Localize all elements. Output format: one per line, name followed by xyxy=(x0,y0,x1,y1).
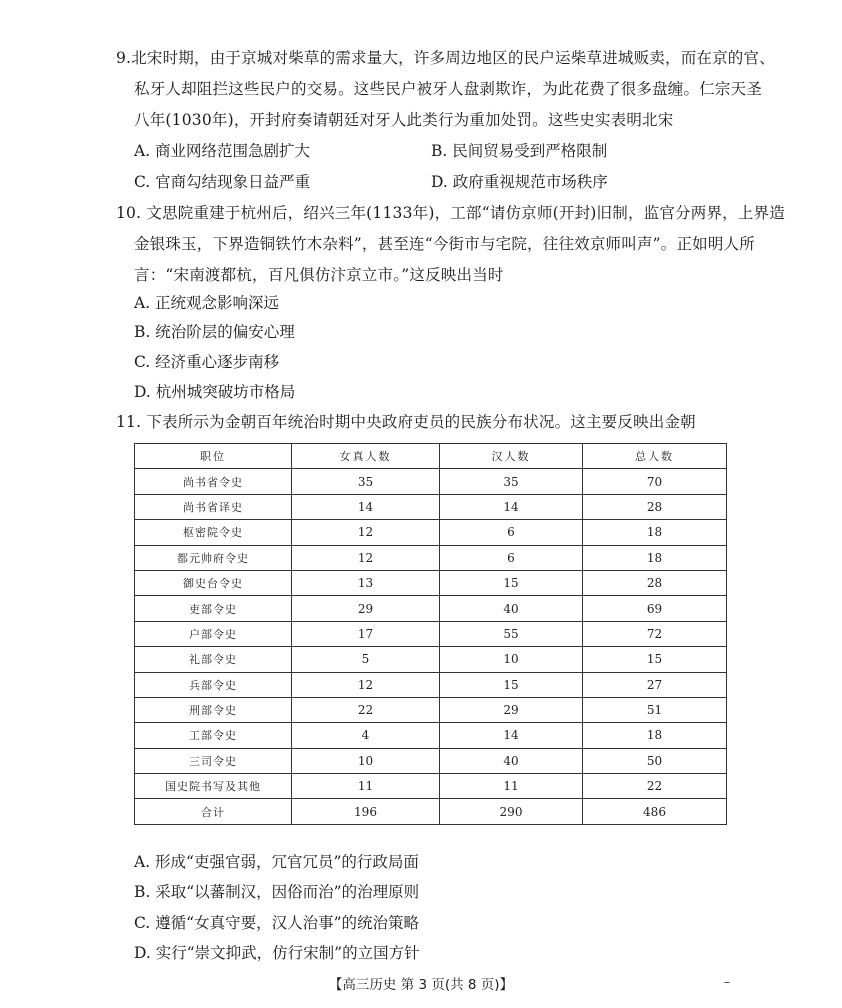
q9-stem-line-1: 9.北宋时期，由于京城对柴草的需求量大，许多周边地区的民户运柴草进城贩卖，而在京的官、 xyxy=(116,49,775,67)
page-footer: 【高三历史 第 3 页(共 8 页)】 xyxy=(328,977,514,993)
cell-jurchen: 29 xyxy=(292,596,440,621)
table-row xyxy=(135,596,727,621)
q10-option-b[interactable]: B. 统治阶层的偏安心理 xyxy=(134,323,295,341)
cell-total: 51 xyxy=(583,697,727,722)
cell-han: 11 xyxy=(440,774,583,799)
footer-mark: – xyxy=(724,975,730,989)
table-row xyxy=(135,748,727,773)
table-row xyxy=(135,672,727,697)
table-row xyxy=(135,545,727,570)
cell-position: 御史台令史 xyxy=(135,570,292,595)
table-row xyxy=(135,621,727,646)
cell-han: 6 xyxy=(440,545,583,570)
cell-han: 35 xyxy=(440,469,583,494)
cell-han: 290 xyxy=(440,799,583,824)
cell-position: 尚书省令史 xyxy=(135,469,292,494)
cell-total: 50 xyxy=(583,748,727,773)
cell-han: 15 xyxy=(440,570,583,595)
cell-position: 工部令史 xyxy=(135,723,292,748)
cell-han: 40 xyxy=(440,596,583,621)
cell-position: 都元帅府令史 xyxy=(135,545,292,570)
cell-han: 55 xyxy=(440,621,583,646)
cell-total: 69 xyxy=(583,596,727,621)
table-row xyxy=(135,723,727,748)
cell-position: 刑部令史 xyxy=(135,697,292,722)
table-row xyxy=(135,647,727,672)
q11-option-a[interactable]: A. 形成“吏强官弱，冗官冗员”的行政局面 xyxy=(134,853,419,871)
q9-option-d[interactable]: D. 政府重视规范市场秩序 xyxy=(431,173,608,191)
cell-total: 486 xyxy=(583,799,727,824)
header-han-count: 汉人数 xyxy=(440,444,583,469)
cell-total: 28 xyxy=(583,494,727,519)
cell-position: 国史院书写及其他 xyxy=(135,774,292,799)
q11-option-c[interactable]: C. 遵循“女真守要，汉人治事”的统治策略 xyxy=(134,914,420,932)
cell-jurchen: 35 xyxy=(292,469,440,494)
q9-stem-line-2: 私牙人却阻拦这些民户的交易。这些民户被牙人盘剥欺诈，为此花费了很多盘缠。仁宗天圣 xyxy=(134,80,763,98)
cell-position: 合计 xyxy=(135,799,292,824)
header-jurchen-count: 女真人数 xyxy=(292,444,440,469)
cell-total: 72 xyxy=(583,621,727,646)
table-row xyxy=(135,570,727,595)
cell-jurchen: 11 xyxy=(292,774,440,799)
cell-total: 22 xyxy=(583,774,727,799)
q10-option-a[interactable]: A. 正统观念影响深远 xyxy=(134,294,280,312)
cell-total: 15 xyxy=(583,647,727,672)
table-header-row xyxy=(135,444,727,469)
cell-han: 40 xyxy=(440,748,583,773)
q9-option-c[interactable]: C. 官商勾结现象日益严重 xyxy=(134,173,311,191)
cell-total: 18 xyxy=(583,545,727,570)
cell-position: 尚书省译史 xyxy=(135,494,292,519)
cell-total: 28 xyxy=(583,570,727,595)
cell-jurchen: 17 xyxy=(292,621,440,646)
cell-jurchen: 5 xyxy=(292,647,440,672)
cell-han: 14 xyxy=(440,494,583,519)
cell-total: 18 xyxy=(583,723,727,748)
q9-option-a[interactable]: A. 商业网络范围急剧扩大 xyxy=(134,142,311,160)
cell-jurchen: 13 xyxy=(292,570,440,595)
q10-stem-line-1: 10. 文思院重建于杭州后，绍兴三年(1133年)，工部“请仿京师(开封)旧制，监官分两界，上界造 xyxy=(116,204,785,222)
cell-jurchen: 12 xyxy=(292,672,440,697)
table-row xyxy=(135,520,727,545)
q9-stem-line-3: 八年(1030年)，开封府奏请朝廷对牙人此类行为重加处罚。这些史实表明北宋 xyxy=(134,111,674,129)
q10-option-c[interactable]: C. 经济重心逐步南移 xyxy=(134,353,280,371)
q10-option-d[interactable]: D. 杭州城突破坊市格局 xyxy=(134,383,296,401)
cell-total: 27 xyxy=(583,672,727,697)
table-row xyxy=(135,494,727,519)
header-position: 职位 xyxy=(135,444,292,469)
cell-jurchen: 196 xyxy=(292,799,440,824)
q11-option-d[interactable]: D. 实行“崇文抑武，仿行宋制”的立国方针 xyxy=(134,944,420,962)
cell-han: 14 xyxy=(440,723,583,748)
cell-total: 18 xyxy=(583,520,727,545)
cell-position: 户部令史 xyxy=(135,621,292,646)
q10-stem-line-3: 言：“宋南渡都杭，百凡俱仿汴京立市。”这反映出当时 xyxy=(134,266,504,284)
cell-jurchen: 10 xyxy=(292,748,440,773)
cell-han: 29 xyxy=(440,697,583,722)
official-distribution-table xyxy=(134,443,727,825)
table-row xyxy=(135,697,727,722)
q9-option-b[interactable]: B. 民间贸易受到严格限制 xyxy=(431,142,608,160)
cell-jurchen: 12 xyxy=(292,520,440,545)
cell-total: 70 xyxy=(583,469,727,494)
q11-stem: 11. 下表所示为金朝百年统治时期中央政府吏员的民族分布状况。这主要反映出金朝 xyxy=(116,413,696,431)
cell-han: 6 xyxy=(440,520,583,545)
cell-jurchen: 4 xyxy=(292,723,440,748)
cell-position: 礼部令史 xyxy=(135,647,292,672)
q10-stem-line-2: 金银珠玉，下界造铜铁竹木杂料”，甚至连“今街市与宅院，往往效京师叫声”。正如明人所 xyxy=(134,235,755,253)
header-total-count: 总人数 xyxy=(583,444,727,469)
cell-jurchen: 22 xyxy=(292,697,440,722)
cell-jurchen: 14 xyxy=(292,494,440,519)
cell-han: 10 xyxy=(440,647,583,672)
table-row xyxy=(135,774,727,799)
table-total-row xyxy=(135,799,727,824)
cell-han: 15 xyxy=(440,672,583,697)
cell-position: 兵部令史 xyxy=(135,672,292,697)
cell-jurchen: 12 xyxy=(292,545,440,570)
cell-position: 吏部令史 xyxy=(135,596,292,621)
table-row xyxy=(135,469,727,494)
cell-position: 三司令史 xyxy=(135,748,292,773)
cell-position: 枢密院令史 xyxy=(135,520,292,545)
q11-option-b[interactable]: B. 采取“以蕃制汉，因俗而治”的治理原则 xyxy=(134,883,420,901)
